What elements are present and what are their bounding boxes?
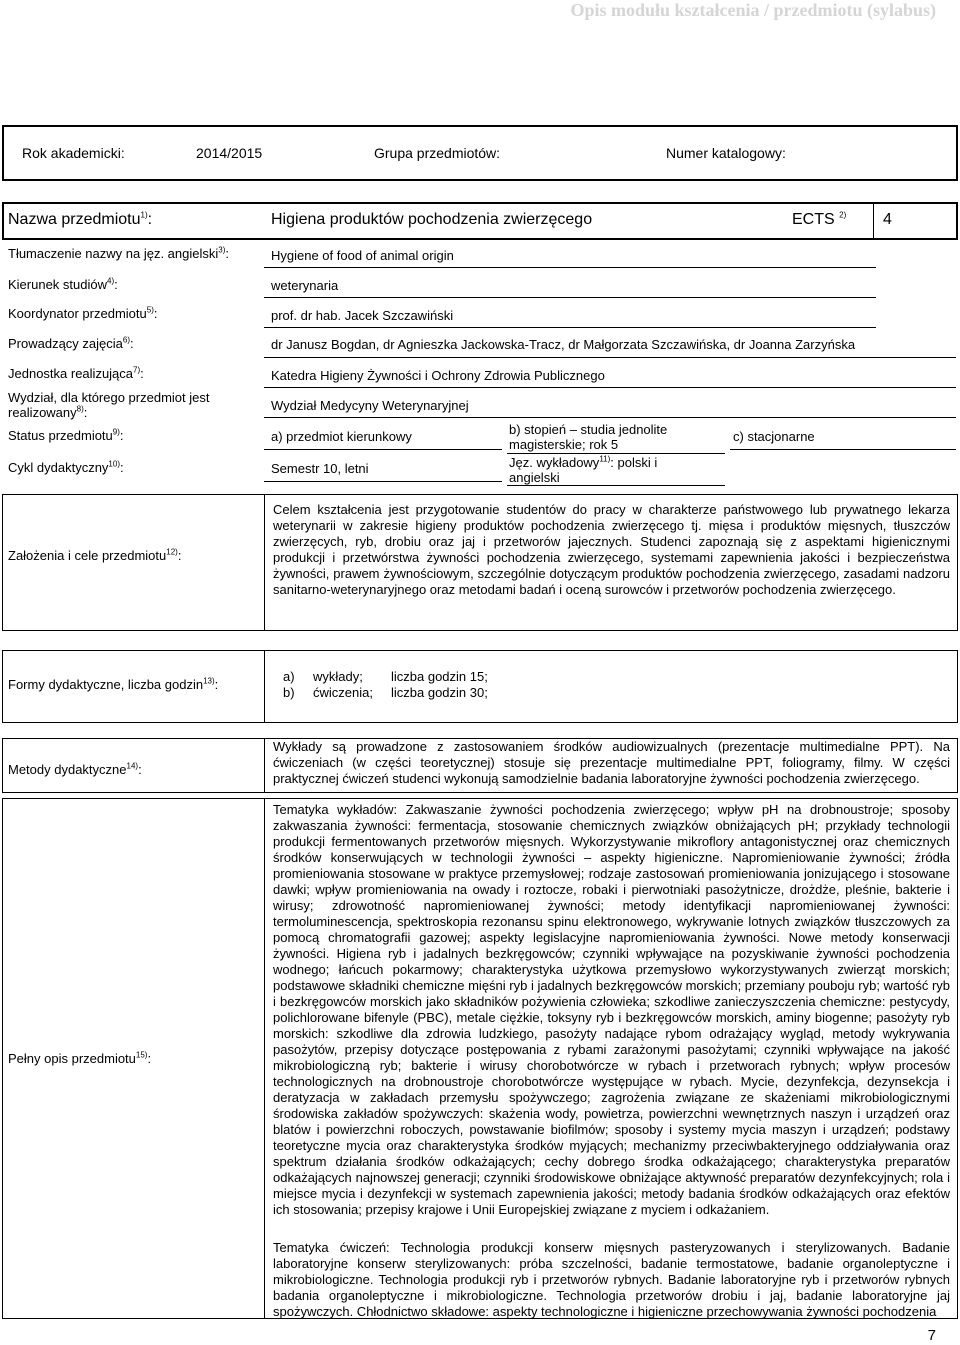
page-number: 7 [927, 1327, 936, 1344]
course-row-border-right [956, 202, 958, 240]
ects-value: 4 [883, 211, 892, 228]
methods-label: Metody dydaktyczne$^{14)}$: [8, 761, 142, 777]
exercises-topics: Tematyka ćwiczeń: Technologia produkcji konserw mięsnych pasteryzowanych i sterylizowanych. Badanie laboratoryjne konserw sterylizowanych: próba szczelności, badanie termostatowe, badanie organoleptyczne i mikrobiologiczne. Technologia produkcji ryb i przetworów rybnych. Badanie laboratoryjne ryb i przetworów rybnych badania organoleptyczne i mikrobiologiczne. Technologia przetworów drobiu i jaj, badanie laboratoryjne jaj spożywczych. Chłodnictwo składowe: aspekty technologiczne i higieniczne przechowywania żywności pochodzenia [273, 1240, 950, 1319]
cycle-label-text: Cykl dydaktyczny [8, 460, 109, 475]
teachers-label-text: Prowadzący zajęcia [8, 336, 123, 351]
goals-label: Założenia i cele przedmiotu$^{12)}$: [8, 547, 182, 563]
course-name-label: Nazwa przedmiotu$^{1)}$: [8, 210, 153, 228]
methods-border-right [957, 738, 958, 792]
cycle-label: Cykl dydaktyczny$^{10)}$: [8, 459, 124, 475]
faculty-label [8, 390, 209, 420]
forms-item-a-hours: liczba godzin 15; [391, 669, 488, 684]
status-a-underline [264, 449, 502, 450]
ects-label-text: ECTS [792, 211, 835, 228]
top-row-border-right [956, 125, 958, 181]
lecture-language [509, 455, 657, 485]
goals-border-bottom [2, 630, 958, 631]
forms-border-right [957, 650, 958, 722]
status-a: a) przedmiot kierunkowy [271, 429, 412, 444]
methods-text: Wykłady są prowadzone z zastosowaniem środków audiowizualnych (prezentacje multimedialne PPT). Na ćwiczeniach (w części teoretycznej) stosuje się prezentacje multimedialne PPT, foliogramy, filmy. W części praktycznej ćwiczeń studenci wykonują samodzielnie badania laboratoryjne żywności pochodzenia zwierzęcego. [273, 739, 950, 786]
course-name-label-text: Nazwa przedmiotu [8, 211, 141, 228]
lecture-language-line1 [509, 455, 657, 470]
course-name-ref: 1) [140, 210, 148, 220]
forms-item-b-hours: liczba godzin 30; [391, 685, 488, 700]
academic-year-value: 2014/2015 [196, 145, 263, 161]
field-of-study-value: weterynaria [271, 278, 339, 293]
coordinator-underline [264, 327, 876, 328]
coordinator-label: Koordynator przedmiotu$^{5)}$: [8, 305, 158, 321]
forms-item-a [283, 669, 683, 685]
goals-label-text: Założenia i cele przedmiotu [8, 548, 167, 563]
faculty-label-line1: Wydział, dla którego przedmiot jest [8, 390, 210, 405]
cycle-underline [264, 481, 502, 482]
unit-value: Katedra Higieny Żywności i Ochrony Zdrowia Publicznego [271, 368, 605, 383]
description-border-left [2, 798, 3, 1318]
methods-label-text: Metody dydaktyczne [8, 762, 127, 777]
forms-border-bottom [2, 722, 958, 723]
unit-label: Jednostka realizująca$^{7)}$: [8, 365, 144, 381]
unit-label-text: Jednostka realizująca [8, 366, 134, 381]
field-of-study-label-text: Kierunek studiów [8, 277, 107, 292]
lectures-topics: Tematyka wykładów: Zakwaszanie żywności pochodzenia zwierzęcego; wpływ pH na drobnoustroje; sposoby zakwaszania żywności: fermentacja, stosowanie chemicznych związków obniżających pH; przykłady technologii produkcji fermentowanych przetworów mięsnych. Wykorzystywanie mikroflory antagonistycznej oraz chemicznych środków konserwujących w technologii żywności – aspekty higieniczne. Napromieniowanie żywności; źródła promieniowania stosowane w praktyce przemysłowej; rodzaje zastosowań promieniowania jonizującego i stosowane dawki; wpływ promieniowania na owady i roztocze, robaki i pierwotniaki pasożytnicze, drożdże, pleśnie, bakterie i wirusy; zdrowotność napromieniowanej żywności; metody identyfikacji napromieniowanej żywności: termoluminescencja, spektroskopia rezonansu spinu elektronowego, wykrywanie lotnych związków tłuszczowych za pomocą chromatografii gazowej; aspekty legislacyjne napromieniowania żywności. Nowe metody konserwacji żywności. Higiena ryb i jadalnych bezkręgowców; czynniki wpływające na pozyskiwanie żywności pochodzenia wodnego; łańcuch pokarmowy; charakterystyka użytkowa przemysłowo wykorzystywanych zwierząt morskich; podstawowe składniki chemiczne mięśni ryb i jadalnych bezkręgowców morskich; przemiany pouboju ryb; wartość ryb i bezkręgowców morskich jako składników pożywienia człowieka; szkodliwe zanieczyszczenia chemiczne: pestycydy, polichlorowane bifenyle (PBC), metale ciężkie, toksyny ryb i bezkręgowców morskich, aminy biogenne; pasożyty ryb morskich: szkodliwe dla zdrowia ludzkiego, pasożyty nadające rybom odrażający wygląd, metody wykrywania pasożytów, przepisy dotyczące postępowania z rybami zarażonymi pasożytami; czynniki wpływające na jakość mikrobiologiczną ryb; bakterie i wirusy chorobotwórcze w rybach i przetworach rybnych; wpływ procesów technologicznych na drobnoustroje chorobotwórcze występujące w rybach. Mycie, dezynfekcja, dezynsekcja i deratyzacja w zakładach przemysłu spożywczego; zagrożenia związane ze skażeniami mikrobiologicznymi środowiska zakładów spożywczych: skażenia wody, powietrza, powierzchni wewnętrznych naszyn i urządzeń oraz blatów i powierzchni roboczych, powstawanie biofilmów; sposoby i systemy mycia maszyn i urządzeń; podstawy teoretyczne mycia oraz charakterystyka środków myjących; mechanizmy przeciwbakteryjnego oddziaływania oraz spektrum działania środków odkażających; cechy dobrego środka odkażającego; charakterystyka preparatów odkażających najnowszej generacji; czynniki środowiskowe obniżające aktywność preparatów dezynfekcyjnych; rola i miejsce mycia i dezynfekcji w systemach zapewnienia jakości; metody badania środków odkażających oraz efektów ich stosowania; przepisy krajowe i Unii Europejskiej związane z myciem i odkażaniem. [273, 802, 951, 1217]
field-of-study-label: Kierunek studiów$^{4)}$: [8, 276, 118, 292]
faculty-label-line2: realizowany$^{8)}$: [8, 404, 88, 420]
status-label: Status przedmiotu$^{9)}$: [8, 427, 124, 443]
goals-text: Celem kształcenia jest przygotowanie studentów do pracy w charakterze państwowego lub prywatnego lekarza weterynarii w zakresie higieny produktów pochodzenia zwierzęcego tj. mięsa i produktów mięsnych, tłuszczów zwierzęcych, ryb, drobiu oraz jaj i przetworów jajecznych. Studenci zapoznają się z aspektami higienicznymi produkcji i przetwórstwa żywności pochodzenia zwierzęcego, systemami zapewnienia jakości i bezpieczeństwa żywności, prawem żywnościowym, szczególnie dotyczącym produktów pochodzenia zwierzęcego, zasadami nadzoru sanitarno-weterynaryjnego oraz metodami badań i oceną surowców i przetworów pochodzenia zwierzęcego. [273, 502, 950, 597]
top-row-border-top [2, 125, 958, 127]
status-b-underline [507, 453, 725, 454]
lecture-language-ref: 11) [599, 454, 611, 464]
unit-ref: 7) [133, 365, 141, 375]
translation-ref: 3) [218, 245, 226, 255]
status-c: c) stacjonarne [733, 429, 815, 444]
forms-item-b [283, 685, 683, 701]
methods-ref: 14) [126, 761, 139, 771]
goals-border-top [2, 494, 958, 495]
cycle-value: Semestr 10, letni [271, 461, 369, 476]
lecture-language-value: : polski i [610, 455, 658, 470]
top-row-border-left [2, 125, 4, 181]
forms-label-text: Formy dydaktyczne, liczba godzin [8, 677, 204, 692]
faculty-value: Wydział Medycyny Weterynaryjnej [271, 398, 469, 413]
faculty-label-line2-text: realizowany [8, 405, 77, 420]
goals-border-left [2, 494, 3, 630]
forms-item-a-name: wykłady; [313, 669, 363, 684]
coordinator-label-text: Koordynator przedmiotu [8, 306, 147, 321]
status-label-text: Status przedmiotu [8, 428, 113, 443]
translation-label: Tłumaczenie nazwy na jęz. angielski$^{3)}$: [8, 245, 230, 261]
field-of-study-underline [264, 297, 876, 298]
methods-border-left [2, 738, 3, 792]
course-name-value: Higiena produktów pochodzenia zwierzęcego [271, 211, 593, 228]
coordinator-ref: 5) [146, 305, 154, 315]
forms-border-top [2, 650, 958, 651]
faculty-ref: 8) [76, 404, 84, 414]
forms-divider [264, 650, 265, 722]
academic-year-label: Rok akademicki: [22, 145, 125, 161]
methods-border-bottom [2, 792, 958, 793]
status-b [509, 422, 667, 452]
field-of-study-ref: 4) [107, 276, 115, 286]
catalog-number-label: Numer katalogowy: [666, 145, 786, 161]
description-border-right [957, 798, 958, 1318]
translation-underline [264, 267, 876, 268]
description-label-text: Pełny opis przedmiotu [8, 1051, 136, 1066]
teachers-label: Prowadzący zajęcia$^{6)}$: [8, 335, 134, 351]
lecture-language-label: Jęz. wykładowy [509, 455, 600, 470]
teachers-underline [264, 357, 956, 358]
status-b-line1: b) stopień – studia jednolite [509, 422, 668, 437]
document-header-title: Opis modułu kształcenia / przedmiotu (sylabus) [570, 0, 936, 20]
status-ref: 9) [112, 427, 120, 437]
ects-label [792, 212, 846, 228]
description-label: Pełny opis przedmiotu$^{15)}$: [8, 1050, 152, 1066]
goals-ref: 12) [166, 547, 178, 557]
forms-item-b-marker: b) [283, 685, 295, 700]
course-row-border-left [2, 202, 4, 240]
forms-label: Formy dydaktyczne, liczba godzin$^{13)}$: [8, 676, 219, 692]
lecture-language-underline [507, 485, 725, 486]
forms-item-b-name: ćwiczenia; [313, 685, 373, 700]
subject-group-label: Grupa przedmiotów: [374, 145, 501, 161]
ects-ref: 2) [839, 210, 847, 220]
course-row-border-bottom [2, 238, 958, 240]
goals-border-right [957, 494, 958, 630]
top-row-border-bottom [2, 179, 958, 181]
goals-divider [264, 494, 265, 630]
description-border-top [2, 798, 958, 799]
forms-ref: 13) [203, 676, 215, 686]
translation-label-text: Tłumaczenie nazwy na jęz. angielski [8, 246, 219, 261]
forms-border-left [2, 650, 3, 722]
translation-value: Hygiene of food of animal origin [271, 248, 454, 263]
status-c-underline [730, 449, 956, 450]
description-divider [264, 798, 265, 1318]
coordinator-value: prof. dr hab. Jacek Szczawiński [271, 308, 454, 323]
course-row-border-top [2, 202, 958, 204]
status-b-line2: magisterskie; rok 5 [509, 437, 619, 452]
description-ref: 15) [135, 1050, 148, 1060]
teachers-value: dr Janusz Bogdan, dr Agnieszka Jackowska-Tracz, dr Małgorzata Szczawińska, dr Joanna Zarzyńska [271, 337, 856, 352]
forms-item-a-marker: a) [283, 669, 295, 684]
unit-underline [264, 387, 956, 388]
lecture-language-line2: angielski [509, 470, 560, 485]
ects-divider [873, 202, 874, 240]
faculty-underline [264, 417, 956, 418]
cycle-ref: 10) [108, 459, 120, 469]
teachers-ref: 6) [122, 335, 131, 345]
methods-divider [264, 738, 265, 792]
